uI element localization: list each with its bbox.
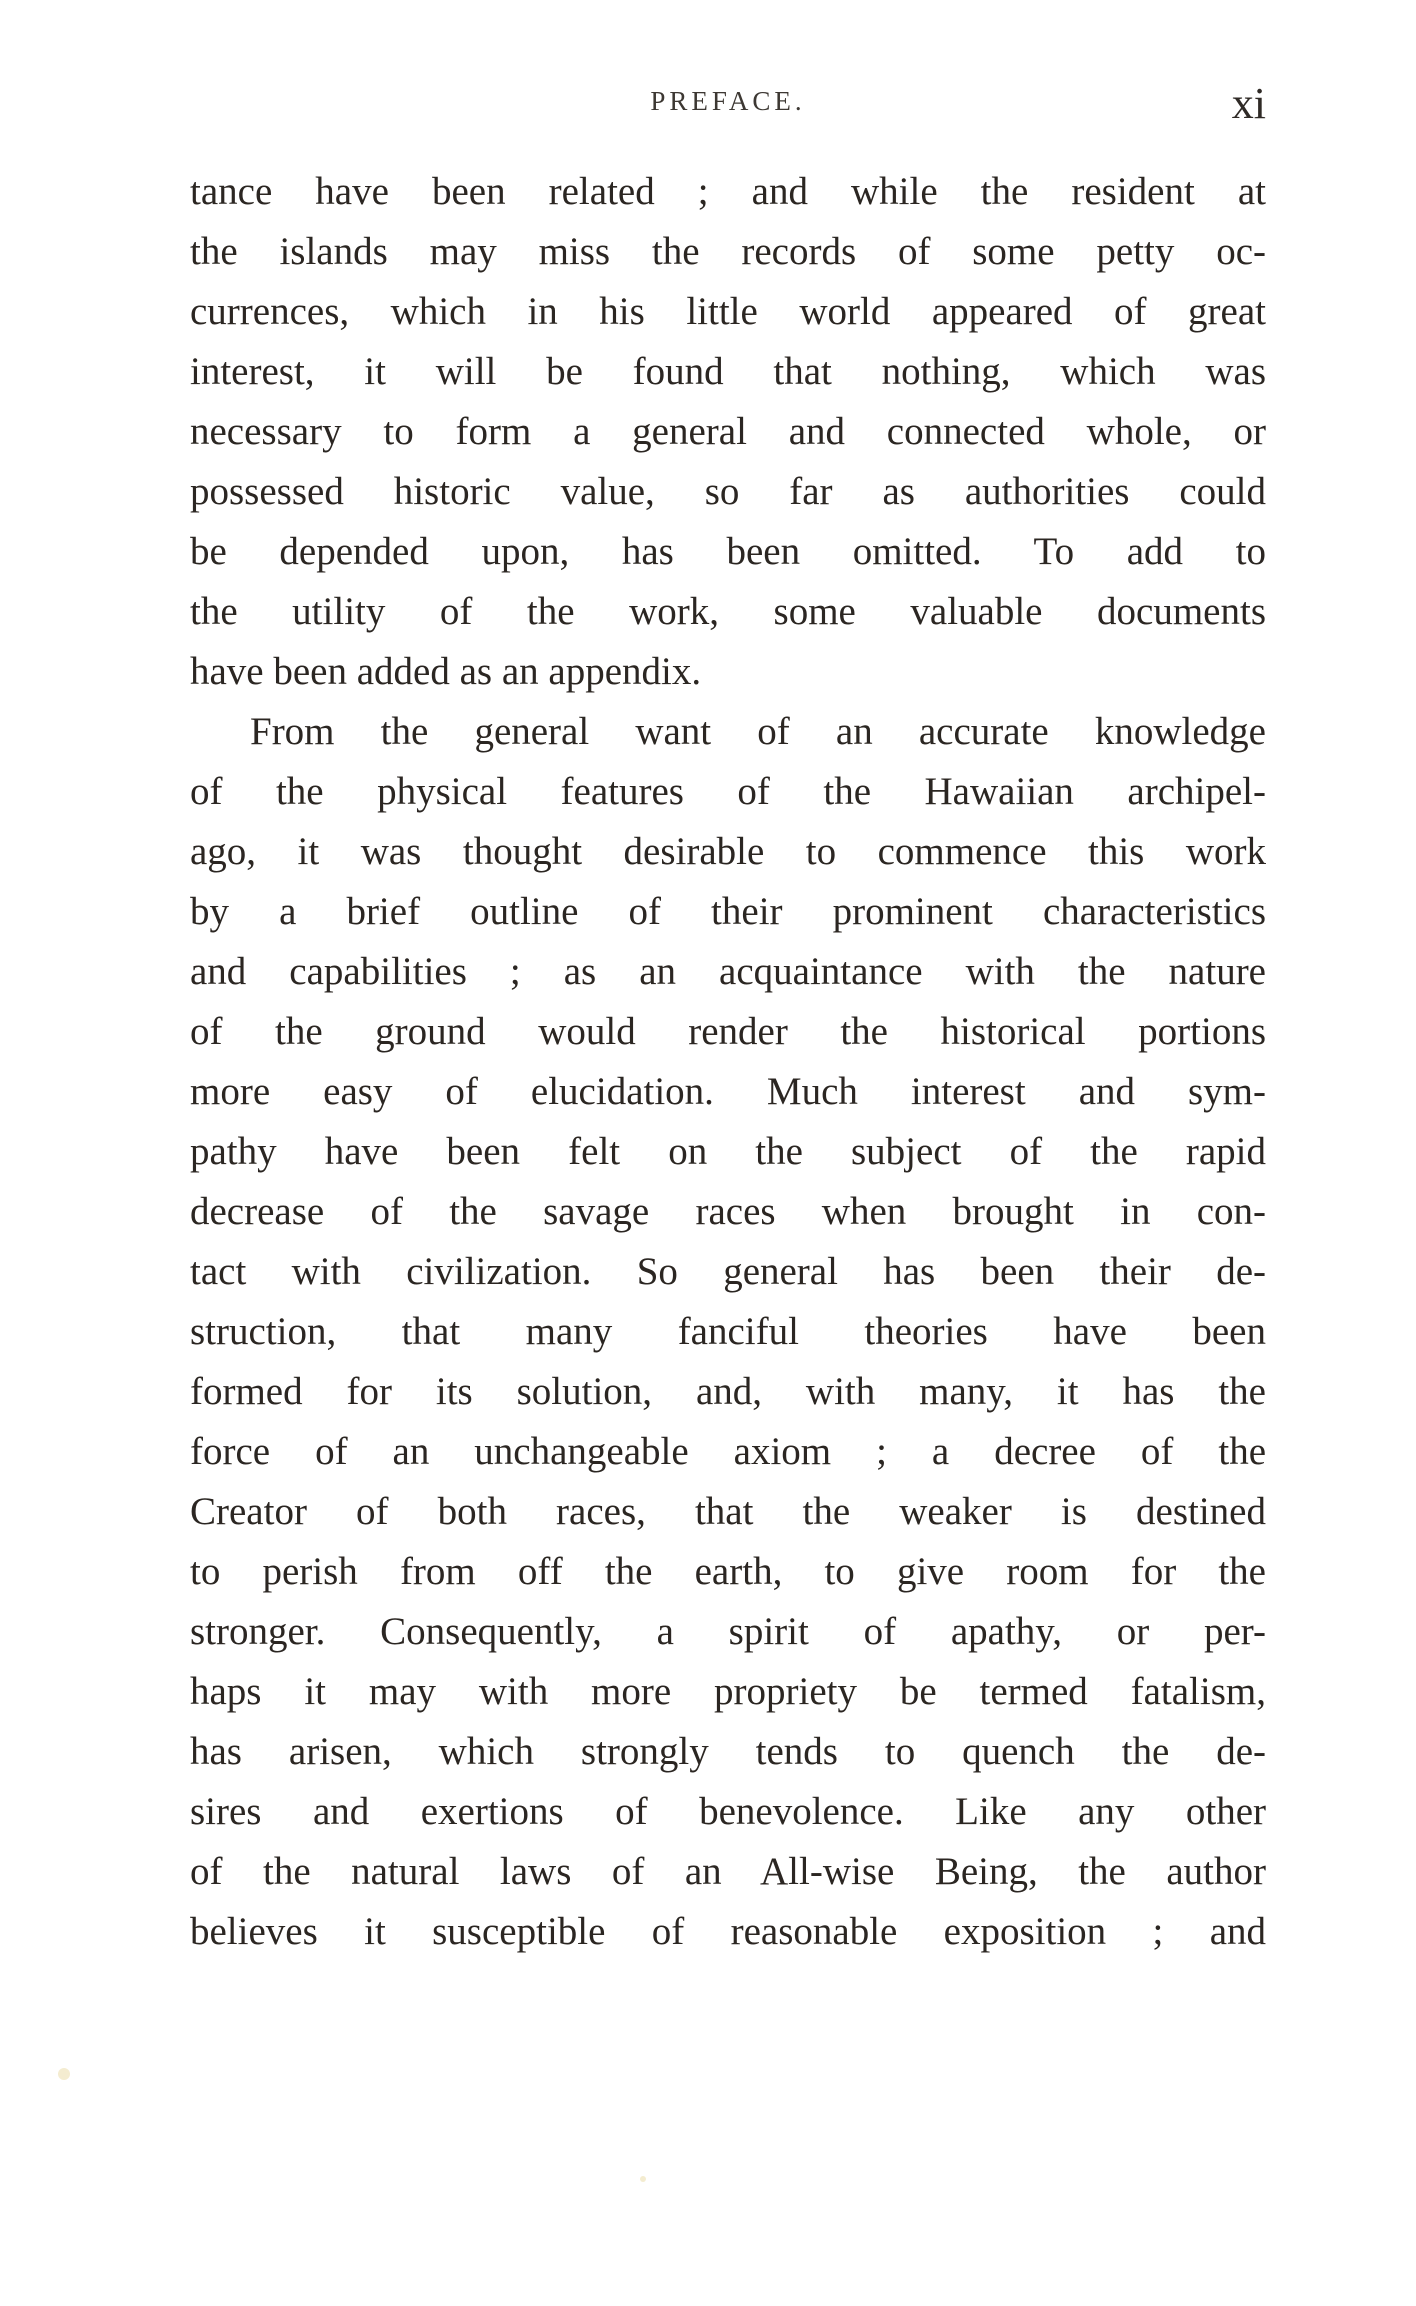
page-number: xi xyxy=(1231,79,1266,128)
text-line: of the ground would render the historical portions xyxy=(190,1010,1266,1053)
text-line: necessary to form a general and connected whole, or xyxy=(190,410,1266,453)
text-line: have been added as an appendix. xyxy=(190,650,702,693)
text-line: more easy of elucidation. Much interest and sym- xyxy=(190,1070,1266,1113)
running-title: PREFACE. xyxy=(650,86,806,116)
text-line: believes it susceptible of reasonable exposition ; and xyxy=(190,1910,1266,1953)
text-line: haps it may with more propriety be termed fatalism, xyxy=(190,1670,1266,1713)
text-line: sires and exertions of benevolence. Like any other xyxy=(190,1790,1266,1833)
text-line: struction, that many fanciful theories have been xyxy=(190,1310,1266,1353)
paper-speck xyxy=(640,2176,646,2182)
text-line: force of an unchangeable axiom ; a decree of the xyxy=(190,1430,1266,1473)
text-line: to perish from off the earth, to give room for the xyxy=(190,1550,1266,1593)
text-line: From the general want of an accurate knowledge xyxy=(250,710,1266,753)
text-line: be depended upon, has been omitted. To add to xyxy=(190,530,1266,573)
text-line: ago, it was thought desirable to commence this work xyxy=(190,830,1266,873)
text-line: tact with civilization. So general has been their de- xyxy=(190,1250,1266,1293)
text-line: has arisen, which strongly tends to quench the de- xyxy=(190,1730,1266,1773)
paper-speck xyxy=(58,2068,70,2080)
text-line: by a brief outline of their prominent characteristics xyxy=(190,890,1266,933)
running-head xyxy=(190,79,1266,132)
text-line: the utility of the work, some valuable documents xyxy=(190,590,1266,633)
text-line: formed for its solution, and, with many, it has the xyxy=(190,1370,1266,1413)
text-line: tance have been related ; and while the resident at xyxy=(190,170,1266,213)
body-text xyxy=(190,162,1266,1962)
text-line: possessed historic value, so far as authorities could xyxy=(190,470,1266,513)
text-line: of the natural laws of an All-wise Being, the author xyxy=(190,1850,1266,1893)
text-line: currences, which in his little world appeared of great xyxy=(190,290,1266,333)
text-line: of the physical features of the Hawaiian archipel- xyxy=(190,770,1266,813)
text-line: decrease of the savage races when brought in con- xyxy=(190,1190,1266,1233)
text-line: stronger. Consequently, a spirit of apathy, or per- xyxy=(190,1610,1266,1653)
text-line: pathy have been felt on the subject of the rapid xyxy=(190,1130,1266,1173)
text-line: interest, it will be found that nothing, which was xyxy=(190,350,1266,393)
text-line: Creator of both races, that the weaker is destined xyxy=(190,1490,1266,1533)
text-line: the islands may miss the records of some petty oc- xyxy=(190,230,1266,273)
text-line: and capabilities ; as an acquaintance with the nature xyxy=(190,950,1266,993)
